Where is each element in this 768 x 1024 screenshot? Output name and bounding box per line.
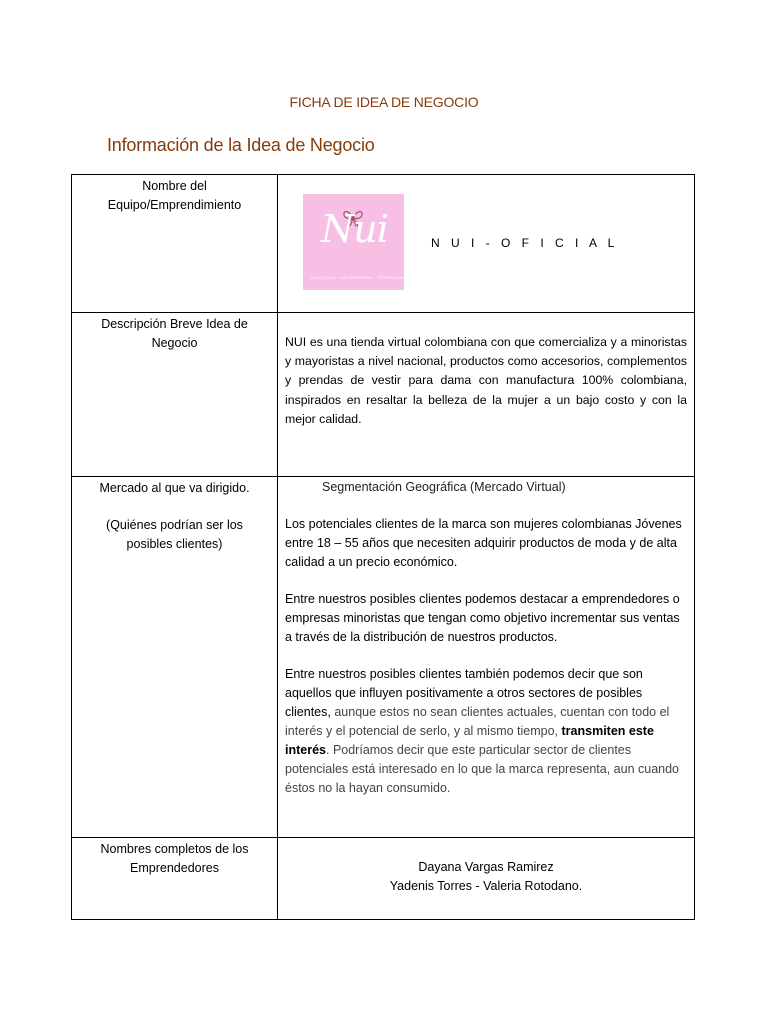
market-paragraph-2: Entre nuestros posibles clientes podemos destacar a emprendedores o empresas minoristas que tengan como objetivo incrementar sus ventas a través de la distribución de nuestros productos. — [285, 592, 680, 644]
logo-tagline: BOUTIQUE · ACCESORIOS · TENDENCIAS — [311, 275, 409, 280]
table-row-team — [72, 175, 695, 313]
table-row-founders — [72, 838, 695, 920]
logo-text: Nui — [321, 207, 388, 251]
market-label: Mercado al que va dirigido. — [99, 481, 250, 495]
document-title: FICHA DE IDEA DE NEGOCIO — [289, 94, 479, 110]
table-row-description — [72, 313, 695, 477]
team-value-cell — [278, 175, 695, 313]
market-paragraph-3 — [285, 665, 687, 798]
description-label: Descripción Breve Idea de Negocio — [72, 313, 278, 477]
market-sublabel: (Quiénes podrían ser los posibles clientes) — [106, 518, 243, 551]
market-paragraph-3-bold: transmiten este interés — [285, 724, 654, 757]
founder-name-2: Yadenis Torres - Valeria Rotodano. — [389, 879, 583, 893]
team-label: Nombre del Equipo/Emprendimiento — [72, 175, 278, 313]
market-paragraph-3-part-3: . Podríamos decir que este particular sector de clientes potenciales está interesado en lo que la marca representa, aun cuando éstos no la hayan consumido. — [285, 743, 680, 795]
market-value-cell — [278, 477, 695, 838]
table-row-market — [72, 477, 695, 838]
description-text: NUI es una tienda virtual colombiana con que comercializa y a minoristas y mayoristas a nivel nacional, productos como accesorios, complementos y prendas de vestir para dama con manufactura 100% colombiana, inspirados en resaltar la belleza de la mujer a un bajo costo y con la mejor calidad. — [285, 335, 687, 426]
market-paragraph-3-part-1: Entre nuestros posibles clientes también podemos decir que son aquellos que influyen positivamente a otros sectores de posibles clientes, — [285, 667, 643, 719]
business-idea-table — [71, 174, 695, 920]
founders-value-cell — [278, 838, 695, 920]
market-paragraph-3-part-2: aunque estos no sean clientes actuales, cuentan con todo el interés y el potencial de serlo, y al mismo tiempo, — [285, 705, 670, 738]
market-label-cell — [72, 477, 278, 838]
market-paragraph-1: Los potenciales clientes de la marca son mujeres colombianas Jóvenes entre 18 – 55 años que necesiten adquirir productos de moda y de alta calidad a un precio económico. — [285, 517, 682, 569]
market-segmentation: Segmentación Geográfica (Mercado Virtual) — [322, 480, 566, 494]
brand-logo — [303, 194, 409, 290]
brand-name: N U I - O F I C I A L — [431, 236, 619, 250]
founder-name-1: Dayana Vargas Ramirez — [418, 860, 554, 874]
section-heading: Información de la Idea de Negocio — [107, 135, 375, 155]
founders-label: Nombres completos de los Emprendedores — [72, 838, 278, 920]
description-value-cell — [278, 313, 695, 477]
